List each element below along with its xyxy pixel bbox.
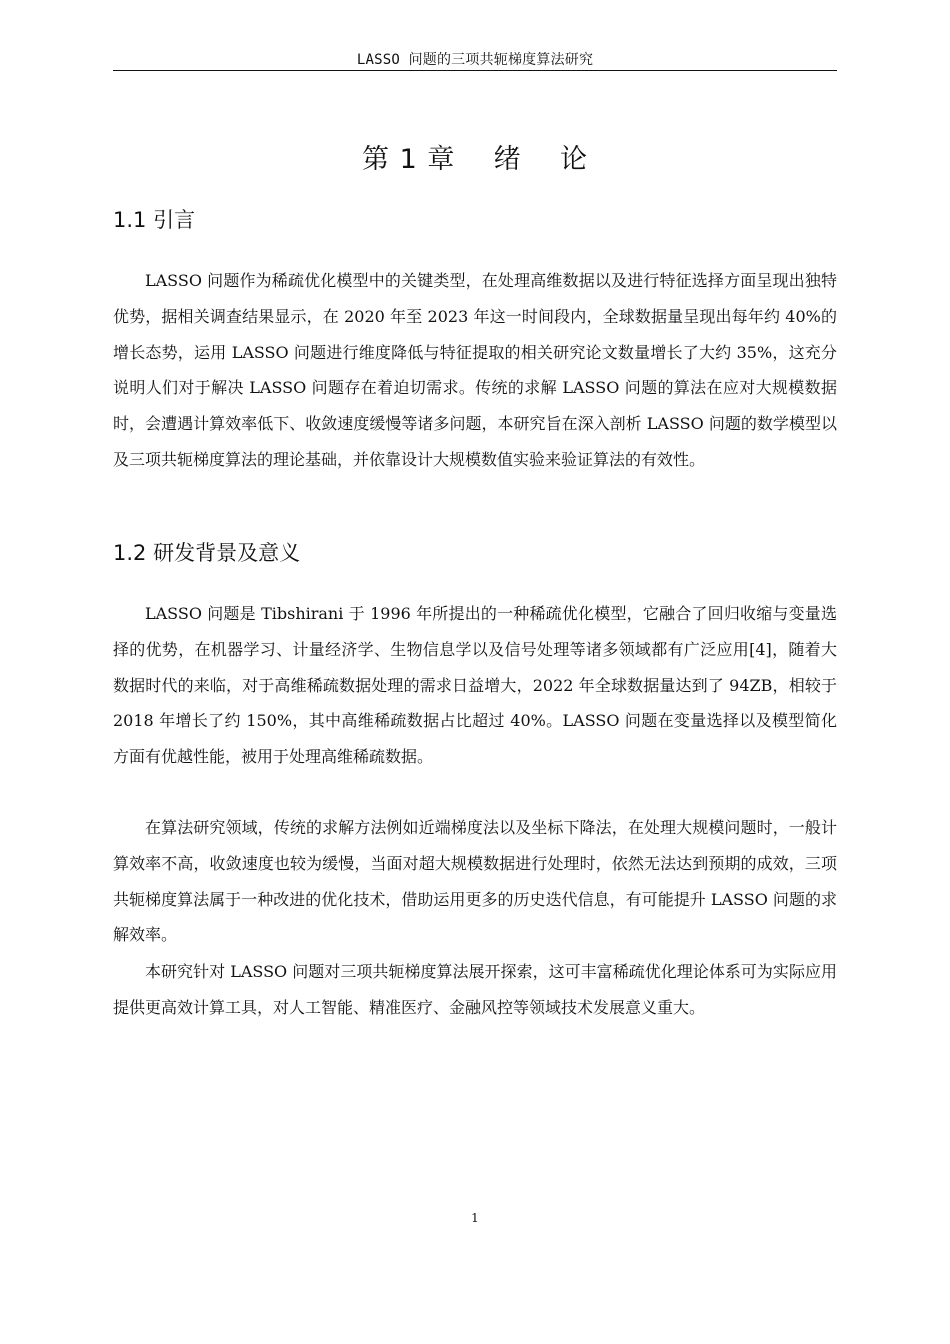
paragraph-background-2: 在算法研究领域，传统的求解方法例如近端梯度法以及坐标下降法，在处理大规模问题时，一般计算效率不高，收敛速度也较为缓慢，当面对超大规模数据进行处理时，依然无法达到预期的成效，三项共轭梯度算法属于一种改进的优化技术，借助运用更多的历史迭代信息，有可能提升 LASSO 问题的求解效率。 xyxy=(113,818,837,945)
paragraph-background-1: LASSO 问题是 Tibshirani 于 1996 年所提出的一种稀疏优化模型，它融合了回归收缩与变量选择的优势，在机器学习、计量经济学、生物信息学以及信号处理等诸多领域都有广泛应用[4]，随着大数据时代的来临，对于高维稀疏数据处理的需求日益增大，2022 年全球数据量达到了 94ZB，相较于 2018 年增长了约 150%，其中高维稀疏数据占比超过 40%。LASSO 问题在变量选择以及模型简化方面有优越性能，被用于处理高维稀疏数据。 xyxy=(113,604,837,767)
page-number: 1 xyxy=(471,1211,479,1225)
section-heading-background: 1.2 研发背景及意义 xyxy=(113,541,301,565)
section-heading-introduction: 1.1 引言 xyxy=(113,208,196,232)
chapter-title: 第 1 章 绪 论 xyxy=(361,144,588,175)
header-rule xyxy=(113,70,837,71)
paragraph-introduction: LASSO 问题作为稀疏优化模型中的关键类型，在处理高维数据以及进行特征选择方面呈现出独特优势，据相关调查结果显示，在 2020 年至 2023 年这一时间段内，全球数据量呈现出每年约 40%的增长态势，运用 LASSO 问题进行维度降低与特征提取的相关研究论文数量增长了大约 35%，这充分说明人们对于解决 LASSO 问题存在着迫切需求。传统的求解 LASSO 问题的算法在应对大规模数据时，会遭遇计算效率低下、收敛速度缓慢等诸多问题，本研究旨在深入剖析 LASSO 问题的数学模型以及三项共轭梯度算法的理论基础，并依靠设计大规模数值实验来验证算法的有效性。 xyxy=(113,271,837,469)
running-header-title: LASSO 问题的三项共轭梯度算法研究 xyxy=(356,52,594,68)
paragraph-background-3: 本研究针对 LASSO 问题对三项共轭梯度算法展开探索，这可丰富稀疏优化理论体系可为实际应用提供更高效计算工具，对人工智能、精准医疗、金融风控等领域技术发展意义重大。 xyxy=(113,962,837,1017)
